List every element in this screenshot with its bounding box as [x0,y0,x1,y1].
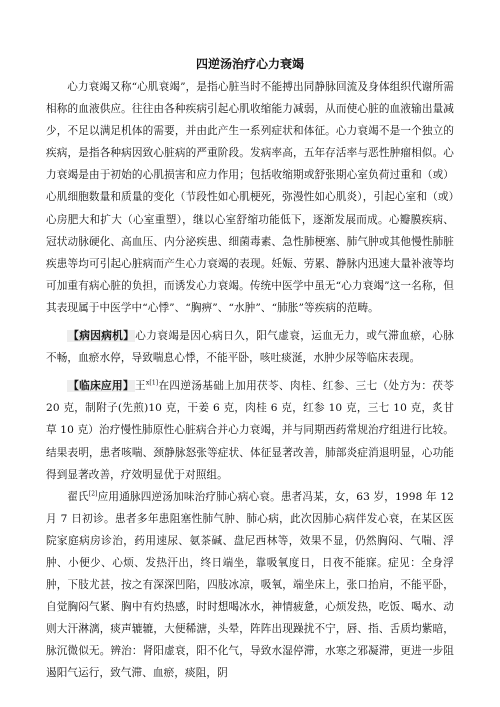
case-paragraph [46,486,454,685]
etiology-paragraph [46,325,454,369]
clinical-text: 在四逆汤基础上加用茯苓、肉桂、红参、三七（处方为：茯苓 20 克，制附子(先煎)10 克，干姜 6 克，肉桂 6 克，红参 10 克，三七 10 克，炙甘草 10 克）治疗慢性肺原性心脏病合并心力衰竭，并与同期西药常规治疗组进行比较。结果表明，患者咳喘、颈静脉怒张等症状、体征显著改善，肺部炎症消退明显，心功能得到显著改善，疗效明显优于对照组。 [46,380,454,481]
case-author: 翟氏 [67,490,89,503]
clinical-author-sup: x [145,379,150,387]
clinical-label: 【临床应用】 [68,380,134,393]
case-text: 应用通脉四逆汤加味治疗肺心病心衰。患者冯某，女，63 岁，1998 年 12 月 7 日初诊。患者多年患阻塞性肺气肿、肺心病，此次因肺心病伴发心衰，在某区医院家庭病房诊治，药用速尿、氨茶碱、盘尼西林等，效果不显，仍然胸闷、气喘、浮肿、小便少、心烦、发热汗出，终日端坐，靠吸氧度日，日夜不能寐。症见：全身浮肿，下肢尤甚，按之有深深凹陷，四肢冰凉，吸氧，端坐床上，张口抬肩，不能平卧，自觉胸闷气紧、胸中有灼热感，时时想喝冰水，神情疲惫，心烦发热，吃饭、喝水、动则大汗淋漓，痰声辘辘，大便稀溏，头晕，阵阵出现躁扰不宁，唇、指、舌质均紫暗，脉沉微似无。辨治：肾阳虚衰，阳不化气，导致水湿停滞，水寒之邪凝滞，更进一步阻遏阳气运行，致气滞、血瘀，痰阻，阴 [46,490,454,680]
case-citation: [2] [88,490,98,498]
etiology-text: 心力衰竭是因心病日久，阳气虚衰，运血无力，或气滞血瘀，心脉不畅，血瘀水停，导致喘息心悸，不能平卧，咳吐痰涎，水肿少尿等临床表现。 [46,330,454,365]
etiology-label: 【病因病机】 [68,330,135,343]
intro-paragraph: 心力衰竭又称“心肌衰竭”，是指心脏当时不能搏出同静脉回流及身体组织代谢所需相称的血液供应。往往由各种疾病引起心肌收缩能力减弱，从而使心脏的血液输出量减少，不足以满足机体的需要，并由此产生一系列症状和体征。心力衰竭不是一个独立的疾病，是指各种病因致心脏病的严重阶段。发病率高，五年存活率与恶性肿瘤相似。心力衰竭是由于初始的心肌损害和应力作用；包括收缩期或舒张期心室负荷过重和（或）心肌细胞数量和质量的变化（节段性如心肌梗死，弥漫性如心肌炎），引起心室和（或）心房肥大和扩大（心室重塑），继以心室舒缩功能低下，逐渐发展而成。心瓣膜疾病、冠状动脉硬化、高血压、内分泌疾患、细菌毒素、急性肺梗塞、肺气肿或其他慢性肺脏疾患等均可引起心脏病而产生心力衰竭的表现。妊娠、劳累、静脉内迅速大量补液等均可加重有病心脏的负担，而诱发心力衰竭。传统中医学中虽无“心力衰竭”这一名称，但其表现属于中医学中“心悸”、“胸痹”、“水肿”、“肺胀”等疾病的范畴。 [46,81,454,314]
clinical-author: 王 [134,380,146,393]
document-title: 四逆汤治疗心力衰竭 [195,57,304,71]
clinical-paragraph [46,375,454,485]
clinical-citation: [1] [149,379,159,387]
